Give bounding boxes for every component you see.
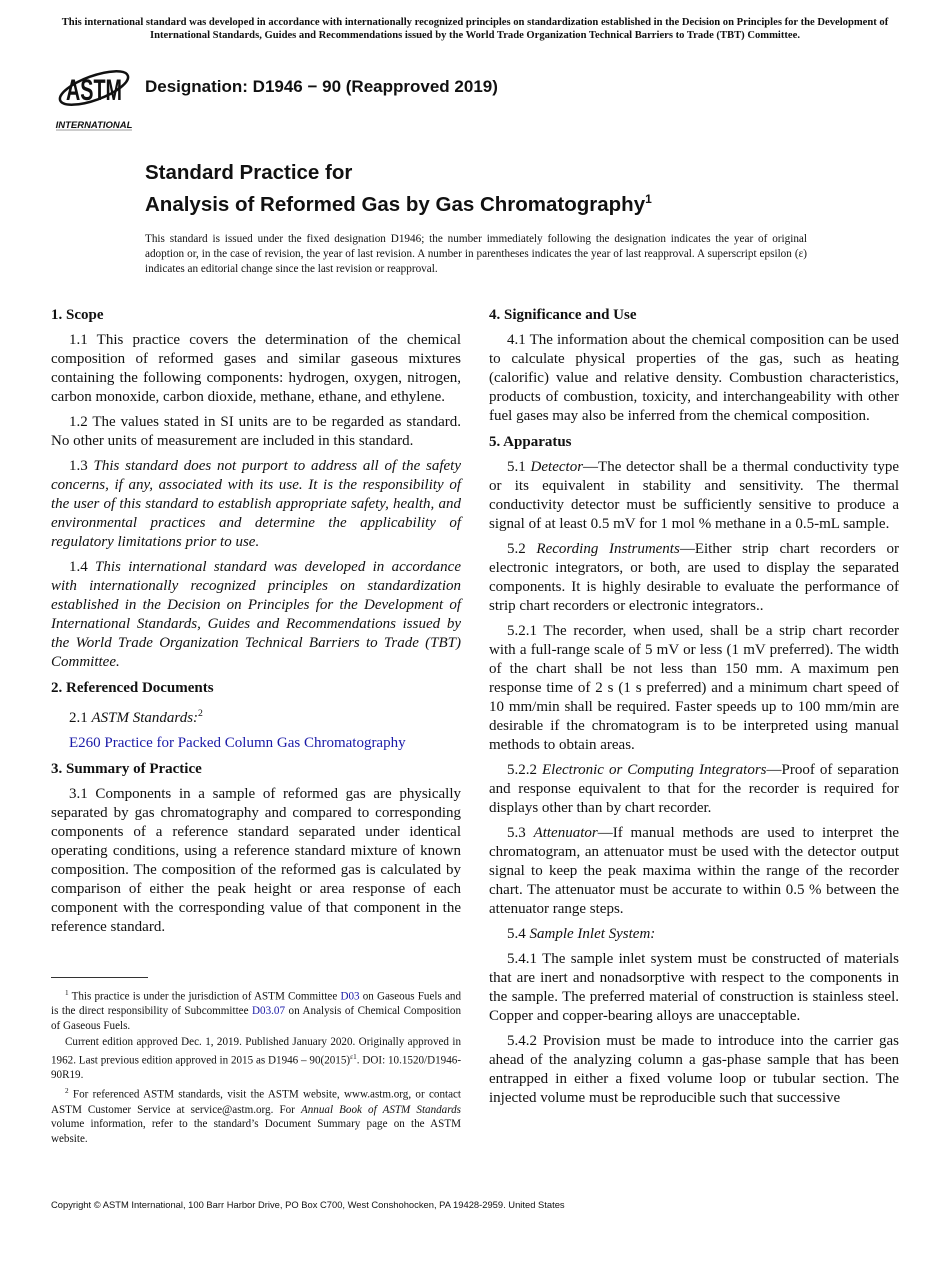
text-run: on Gaseous Fuels and is the direct responsibility of Subcommittee — [51, 990, 461, 1018]
italic-text: This international standard was developed in accordance with internationally recognized principles on standardization established in the Decision on Principles for the Development of International Standards, Guides and Recommendations issued by the World Trade Organization Technical Barriers to Trade (TBT) Committee. — [51, 559, 461, 670]
paragraph — [489, 458, 899, 534]
text-run: 5.2.2 — [507, 762, 543, 778]
text-run: 1.4 — [69, 559, 96, 575]
copyright: Copyright © ASTM International, 100 Barr Harbor Drive, PO Box C700, West Conshohocken, PA 19428-2959. United States — [51, 1199, 565, 1210]
text-run: This practice is under the jurisdiction of ASTM Committee — [68, 990, 341, 1003]
paragraph — [51, 413, 461, 451]
section — [51, 760, 461, 937]
superscript: 1 — [65, 989, 69, 997]
text-run: 5.2.1 The recorder, when used, shall be a strip chart recorder with a full-range scale of 5 mV or less (1 mV preferred). The width of the chart shall be not less than 150 mm. A maximum pen response time of 2 s (1 s preferred) and a minimum chart speed of 10 mm/min shall be required. Faster speeds up to 100 mm/min are desirable if the chromatogram is to be interpreted using manual methods to obtain areas. — [489, 623, 899, 753]
footnote — [51, 1035, 461, 1082]
footnotes — [51, 986, 461, 1148]
paragraph — [489, 761, 899, 818]
section-heading: 2. Referenced Documents — [51, 680, 214, 696]
section-heading: 3. Summary of Practice — [51, 761, 202, 777]
text-run: 4.1 The information about the chemical composition can be used to calculate physical properties of the gas, such as heating (calorific) value and relative density. Combustion characteristics, products of combustion, toxicity, and interchangeability with other fuel gases may also be inferred from the chemical composition. — [489, 332, 899, 424]
italic-text: Attenuator — [533, 825, 598, 841]
section — [489, 306, 899, 426]
section — [51, 679, 461, 753]
title-line-2: Analysis of Reformed Gas by Gas Chromatography — [145, 192, 646, 216]
title-line-1: Standard Practice for — [145, 161, 353, 184]
svg-text:INTERNATIONAL: INTERNATIONAL — [55, 120, 133, 131]
reference-link[interactable]: D03 — [340, 990, 360, 1003]
text-run: 5.3 — [507, 825, 534, 841]
italic-text: ASTM Standards: — [91, 710, 199, 726]
text-run: —The detector shall be a thermal conductivity type or its equivalent in stability and sensitivity. The thermal conductivity detector must be sufficiently sensitive to produce a signal of at least 0.5 mV for 1 mol % methane in a 0.5-mL sample. — [489, 459, 899, 532]
text-run: Current edition approved Dec. 1, 2019. Published January 2020. Originally approved in 1962. Last previous edition approved in 2015 as D1946 – 90(2015) — [51, 1036, 461, 1067]
issuance-note: This standard is issued under the fixed designation D1946; the number immediately following the designation indicates the year of original adoption or, in the case of revision, the year of last revision. A number in parentheses indicates the year of last reapproval. A superscript epsilon (ε) indicates an editorial change since the last revision or reapproval. — [145, 233, 807, 275]
designation: Designation: D1946 − 90 (Reapproved 2019) — [145, 77, 498, 96]
text-run: on Analysis of Chemical Composition of Gaseous Fuels. — [51, 1005, 461, 1032]
paragraph — [51, 704, 461, 728]
astm-logo-icon — [54, 58, 134, 132]
text-run: —Either strip chart recorders or electronic integrators, or both, are used to display the separated components. It is highly desirable to evaluate the performance of strip chart recorders or electronic integrators.. — [489, 541, 900, 614]
paragraph — [489, 824, 899, 919]
paragraph — [489, 925, 899, 944]
italic-text: Annual Book of ASTM Standards — [300, 1103, 461, 1116]
title-footnote-mark[interactable]: 1 — [645, 192, 652, 206]
reference-code-link[interactable]: E260 — [69, 735, 101, 751]
svg-text:ASTM: ASTM — [66, 74, 122, 107]
international-standard-notice: This international standard was developed in accordance with internationally recognized principles on standardization established in the Decision on Principles for the Development of International Standards, Guides and Recommendations issued by the World Trade Organization Technical Barriers to Trade (TBT) Committee. — [61, 17, 889, 41]
footnote — [51, 1084, 461, 1146]
paragraph — [489, 622, 899, 755]
text-run: —If manual methods are used to interpret the chromatogram, an attenuator must be used with the detector output signal to keep the peak maxima within the range of the recorder chart. The attenuator must be accurate to within 0.5 % between the attenuator range steps. — [489, 825, 899, 917]
document-title — [145, 160, 652, 218]
section-heading: 5. Apparatus — [489, 434, 572, 450]
text-run: 1.3 — [69, 458, 94, 474]
italic-text: Electronic or Computing Integrators — [542, 762, 767, 778]
section-heading: 4. Significance and Use — [489, 307, 637, 323]
astm-logo — [54, 58, 134, 132]
text-run: For referenced ASTM standards, visit the ASTM website, www.astm.org, or contact ASTM Customer Service at service@astm.org. For — [51, 1089, 461, 1116]
superscript: ε1 — [350, 1052, 357, 1061]
paragraph — [51, 558, 461, 672]
text-run: 2.1 — [69, 710, 92, 726]
reference-link[interactable]: Practice for Packed Column Gas Chromatography — [100, 735, 406, 751]
paragraph — [51, 331, 461, 407]
footnote-divider — [51, 977, 148, 978]
superscript: 2 — [198, 708, 203, 719]
text-run: —Proof of separation and response equivalent to that for the recorder is required for displays other than by chart recorder. — [489, 762, 899, 816]
section — [489, 433, 899, 1108]
reference-link[interactable]: D03.07 — [252, 1005, 286, 1018]
italic-text: This standard does not purport to address all of the safety concerns, if any, associated with its use. It is the responsibility of the user of this standard to establish appropriate safety, health, and environmental practices and determine the applicability of regulatory limitations prior to use. — [51, 458, 462, 550]
paragraph — [489, 950, 899, 1026]
paragraph — [51, 734, 461, 753]
right-column — [489, 306, 899, 1115]
section-heading: 1. Scope — [51, 307, 104, 323]
left-column — [51, 306, 461, 944]
text-run: 5.4.2 Provision must be made to introduce into the carrier gas ahead of the analyzing column a gas-phase sample that has been entrapped in either a fixed volume loop or tubular section. The injected volume must be reproducible such that successive — [489, 1033, 899, 1106]
text-run: 5.4.1 The sample inlet system must be constructed of materials that are inert and nonadsorptive with respect to the components in the sample. The preferred material of construction is stainless steel. Copper and copper-bearing alloys are unacceptable. — [489, 951, 899, 1024]
paragraph — [489, 540, 899, 616]
italic-text: Sample Inlet System: — [529, 926, 656, 942]
paragraph — [489, 331, 899, 426]
italic-text: Detector — [530, 459, 584, 475]
superscript: 2 — [65, 1087, 69, 1096]
text-run: 5.1 — [507, 459, 531, 475]
text-run: 3.1 Components in a sample of reformed gas are physically separated by gas chromatography and compared to corresponding components of a reference standard separated under identical operating conditions, using a reference standard mixture of known composition. The composition of the reformed gas is calculated by comparison of either the peak height or area response of each component with the corresponding value of that component in the reference standard. — [51, 786, 461, 935]
text-run: . DOI: 10.1520/D1946-90R19. — [51, 1054, 462, 1081]
paragraph — [51, 457, 461, 552]
italic-text: Recording Instruments — [536, 541, 680, 557]
text-run: 1.1 This practice covers the determination of the chemical composition of reformed gases and similar gaseous mixtures containing the following components: hydrogen, oxygen, nitrogen, carbon monoxide, carbon dioxide, methane, ethane, and ethylene. — [51, 332, 461, 405]
text-run: volume information, refer to the standard’s Document Summary page on the ASTM website. — [51, 1118, 461, 1145]
paragraph — [51, 785, 461, 937]
paragraph — [489, 1032, 899, 1108]
footnote — [51, 986, 461, 1033]
section — [51, 306, 461, 672]
text-run: 1.2 The values stated in SI units are to be regarded as standard. No other units of measurement are included in this standard. — [51, 414, 461, 449]
text-run: 5.2 — [507, 541, 537, 557]
text-run: 5.4 — [507, 926, 530, 942]
